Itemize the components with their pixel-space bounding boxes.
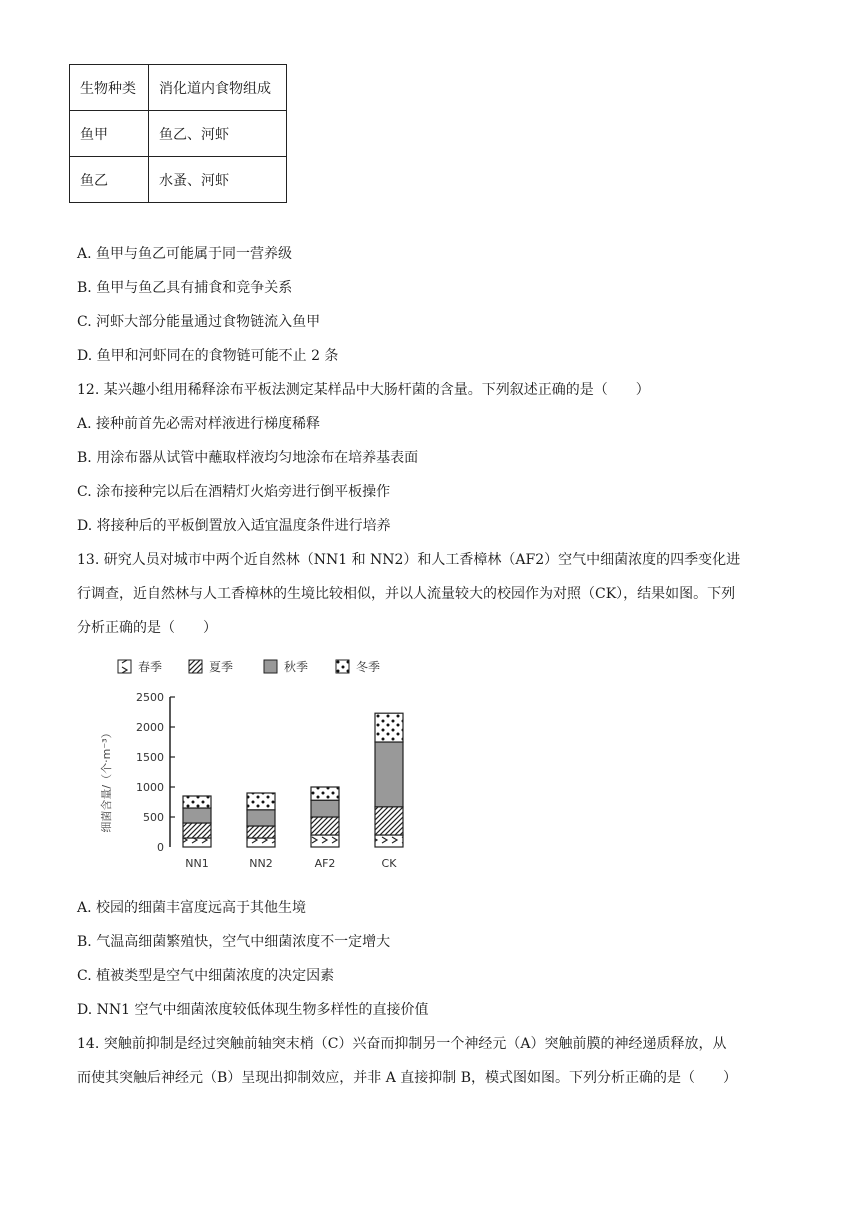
q13-stem-line-2: 行调查，近自然林与人工香樟林的生境比较相似，并以人流量较大的校园作为对照（CK），结果如图。下列 — [77, 586, 736, 602]
table-row — [70, 111, 287, 157]
q12-option-d: D. 将接种后的平板倒置放入适宜温度条件进行培养 — [77, 518, 391, 534]
y-tick-label: 500 — [143, 811, 164, 824]
y-axis-label: 细菌含量/（个·m⁻³） — [100, 727, 113, 833]
bar-nn1-autumn — [183, 808, 211, 823]
y-tick-label: 2500 — [136, 691, 164, 704]
bar-nn1-summer — [183, 823, 211, 838]
q13-option-b: B. 气温高细菌繁殖快，空气中细菌浓度不一定增大 — [77, 934, 391, 950]
bar-ck-spring — [375, 835, 403, 847]
y-tick-label: 0 — [157, 841, 164, 854]
legend-label-autumn: 秋季 — [284, 660, 309, 674]
q13-stem-line-1: 13. 研究人员对城市中两个近自然林（NN1 和 NN2）和人工香樟林（AF2）空气中细菌浓度的四季变化进 — [77, 552, 741, 568]
q12-option-b: B. 用涂布器从试管中蘸取样液均匀地涂布在培养基表面 — [77, 450, 419, 466]
bar-nn1-winter — [183, 796, 211, 808]
x-tick-label: CK — [381, 857, 397, 870]
y-tick-label: 2000 — [136, 721, 164, 734]
legend-label-spring: 春季 — [138, 660, 163, 674]
q12-option-a: A. 接种前首先必需对样液进行梯度稀释 — [77, 416, 321, 432]
legend-swatch-summer — [189, 660, 202, 673]
table-cell: 水蚤、河虾 — [149, 157, 287, 203]
bar-af2-winter — [311, 787, 339, 800]
q12-option-c: C. 涂布接种完以后在酒精灯火焰旁进行倒平板操作 — [77, 484, 391, 500]
bar-nn2-winter — [247, 793, 275, 810]
table-cell: 鱼乙 — [70, 157, 149, 203]
q13-option-d: D. NN1 空气中细菌浓度较低体现生物多样性的直接价值 — [77, 1002, 429, 1018]
legend-label-summer: 夏季 — [209, 660, 234, 674]
legend-swatch-spring — [118, 660, 131, 673]
q11-option-c: C. 河虾大部分能量通过食物链流入鱼甲 — [77, 314, 321, 330]
q13-option-a: A. 校园的细菌丰富度远高于其他生境 — [77, 900, 307, 916]
food-table — [69, 64, 287, 203]
table-cell: 鱼甲 — [70, 111, 149, 157]
bar-ck-summer — [375, 807, 403, 835]
bar-af2-spring — [311, 835, 339, 847]
q13-option-c: C. 植被类型是空气中细菌浓度的决定因素 — [77, 968, 335, 984]
bar-af2-summer — [311, 817, 339, 835]
bar-nn2-autumn — [247, 810, 275, 826]
x-tick-label: AF2 — [314, 857, 336, 870]
bacteria-concentration-chart — [100, 655, 420, 875]
bar-nn2-spring — [247, 838, 275, 847]
legend-label-winter: 冬季 — [356, 660, 381, 674]
legend-swatch-autumn — [264, 660, 277, 673]
bar-nn1-spring — [183, 838, 211, 847]
q11-option-a: A. 鱼甲与鱼乙可能属于同一营养级 — [77, 246, 293, 262]
q12-stem: 12. 某兴趣小组用稀释涂布平板法测定某样品中大肠杆菌的含量。下列叙述正确的是（ ） — [77, 382, 650, 398]
q14-stem-line-2: 而使其突触后神经元（B）呈现出抑制效应，并非 A 直接抑制 B，模式图如图。下列分析正确的是（ ） — [77, 1070, 738, 1086]
x-tick-label: NN2 — [249, 857, 273, 870]
q11-option-d: D. 鱼甲和河虾同在的食物链可能不止 2 条 — [77, 348, 339, 364]
q13-stem-line-3: 分析正确的是（ ） — [77, 620, 217, 636]
table-header-cell: 生物种类 — [70, 65, 149, 111]
y-tick-label: 1500 — [136, 751, 164, 764]
bar-nn2-summer — [247, 826, 275, 838]
table-cell: 鱼乙、河虾 — [149, 111, 287, 157]
q11-option-b: B. 鱼甲与鱼乙具有捕食和竞争关系 — [77, 280, 293, 296]
legend-swatch-winter — [336, 660, 349, 673]
bar-af2-autumn — [311, 800, 339, 817]
table-header-cell: 消化道内食物组成 — [149, 65, 287, 111]
q14-stem-line-1: 14. 突触前抑制是经过突触前轴突末梢（C）兴奋而抑制另一个神经元（A）突触前膜的神经递质释放，从 — [77, 1036, 727, 1052]
x-tick-label: NN1 — [185, 857, 209, 870]
y-tick-label: 1000 — [136, 781, 164, 794]
table-header-row — [70, 65, 287, 111]
table-row — [70, 157, 287, 203]
bar-ck-winter — [375, 713, 403, 742]
bar-ck-autumn — [375, 742, 403, 807]
